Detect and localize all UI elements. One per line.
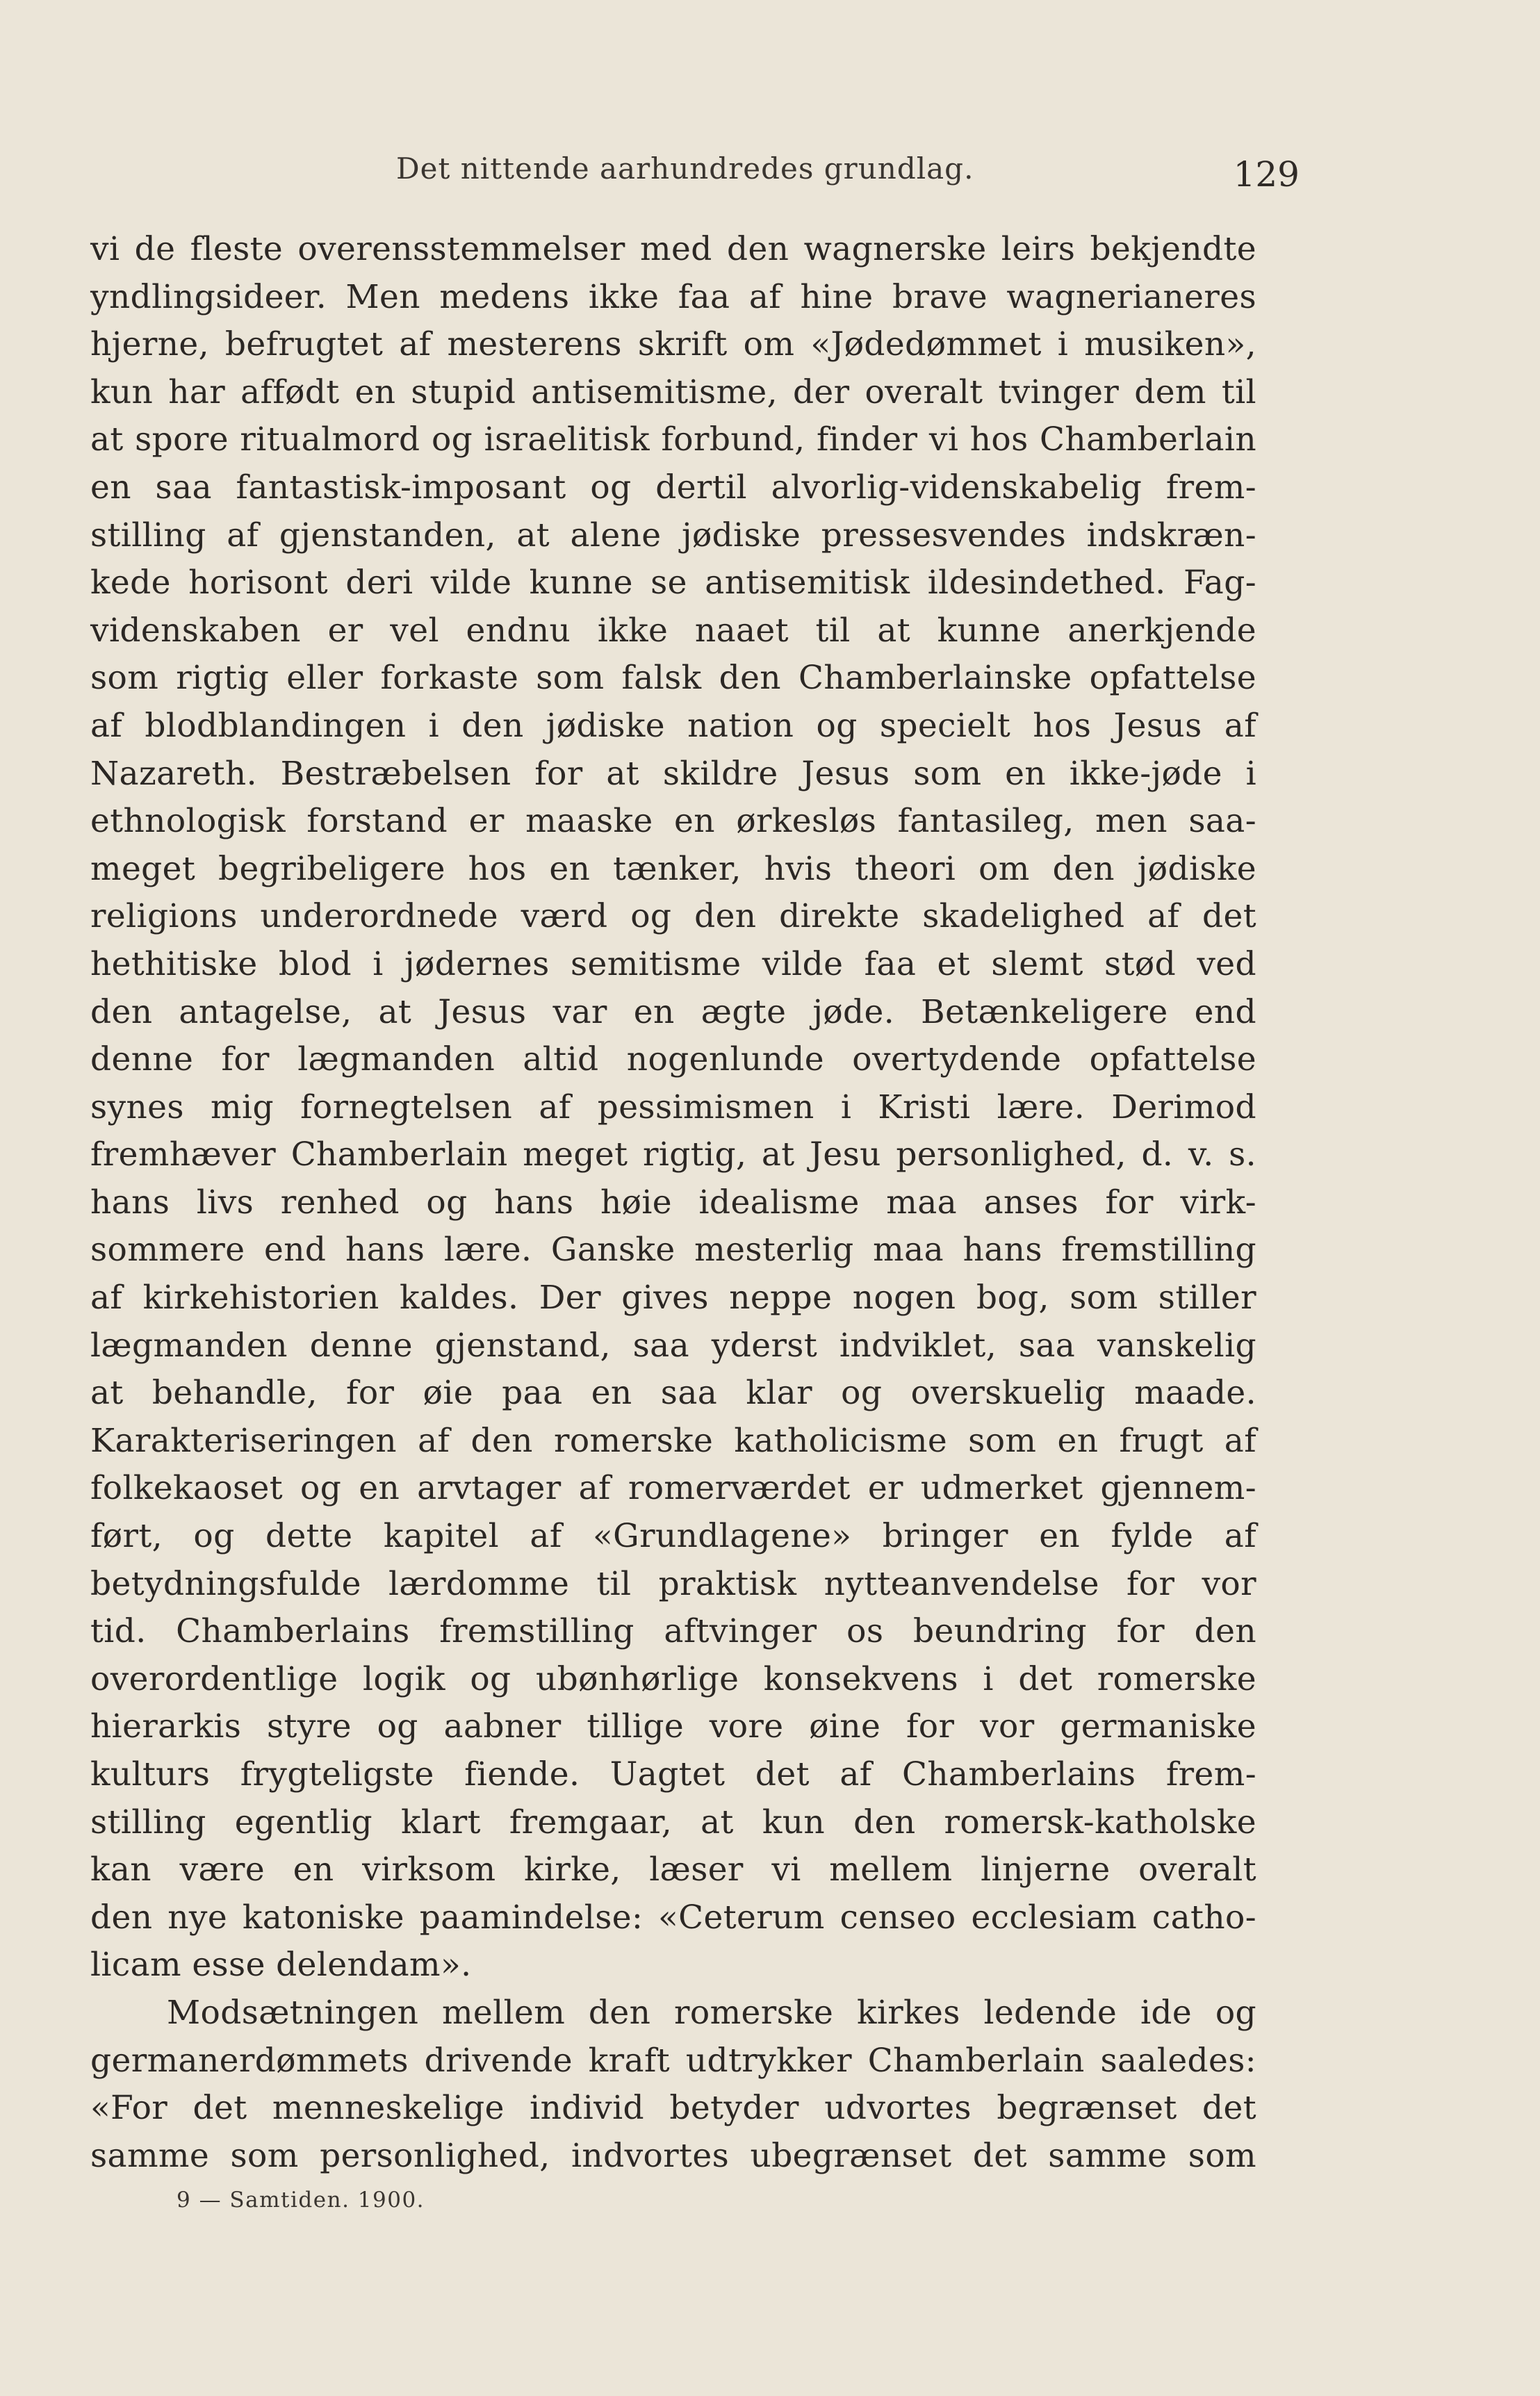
text-line: den nye katoniske paamindelse: «Ceterum censeo ecclesiam catho- xyxy=(90,1898,1256,1937)
body-text xyxy=(90,226,1256,2180)
text-line: af kirkehistorien kaldes. Der gives neppe nogen bog, som stiller xyxy=(90,1279,1256,1318)
text-line: en saa fantastisk-imposant og dertil alvorlig-videnskabelig frem- xyxy=(90,468,1256,507)
text-line: vi de fleste overensstemmelser med den wagnerske leirs bekjendte xyxy=(90,230,1256,268)
printer-signature: 9 — Samtiden. 1900. xyxy=(177,2188,425,2213)
text-line: Nazareth. Bestræbelsen for at skildre Jesus som en ikke-jøde i xyxy=(90,754,1256,793)
running-header xyxy=(396,151,1300,193)
text-line: Karakteriseringen af den romerske katholicisme som en frugt af xyxy=(90,1421,1256,1460)
text-line: kede horisont deri vilde kunne se antisemitisk ildesindethed. Fag- xyxy=(90,564,1256,602)
text-line: den antagelse, at Jesus var en ægte jøde. Betænkeligere end xyxy=(90,992,1256,1031)
text-line: denne for lægmanden altid nogenlunde overtydende opfattelse xyxy=(90,1040,1256,1079)
text-line: religions underordnede værd og den direkte skadelighed af det xyxy=(90,897,1256,936)
text-line: «For det menneskelige individ betyder udvortes begrænset det xyxy=(90,2089,1256,2128)
text-line: at behandle, for øie paa en saa klar og overskuelig maade. xyxy=(90,1374,1256,1413)
paragraph xyxy=(90,1989,1256,2180)
text-line: overordentlige logik og ubønhørlige konsekvens i det romerske xyxy=(90,1659,1256,1698)
text-line: at spore ritualmord og israelitisk forbund, finder vi hos Chamberlain xyxy=(90,420,1256,459)
text-line: hans livs renhed og hans høie idealisme maa anses for virk- xyxy=(90,1183,1256,1222)
text-line: hjerne, befrugtet af mesterens skrift om «Jødedømmet i musiken», xyxy=(90,325,1256,364)
text-line: tid. Chamberlains fremstilling aftvinger os beundring for den xyxy=(90,1612,1256,1651)
text-line: betydningsfulde lærdomme til praktisk nytteanvendelse for vor xyxy=(90,1564,1256,1603)
text-line: lægmanden denne gjenstand, saa yderst indviklet, saa vanskelig xyxy=(90,1326,1256,1365)
page-number: 129 xyxy=(1233,154,1300,195)
running-title: Det nittende aarhundredes grundlag. xyxy=(396,151,974,186)
text-line: folkekaoset og en arvtager af romerværdet er udmerket gjennem- xyxy=(90,1469,1256,1508)
text-line: fremhæver Chamberlain meget rigtig, at Jesu personlighed, d. v. s. xyxy=(90,1135,1256,1174)
text-line: Modsætningen mellem den romerske kirkes ledende ide og xyxy=(167,1993,1256,2032)
text-line: kun har affødt en stupid antisemitisme, der overalt tvinger dem til xyxy=(90,372,1256,411)
text-line: ført, og dette kapitel af «Grundlagene» bringer en fylde af xyxy=(90,1517,1256,1556)
text-line: kan være en virksom kirke, læser vi mellem linjerne overalt xyxy=(90,1851,1256,1889)
text-line: kulturs frygteligste fiende. Uagtet det af Chamberlains frem- xyxy=(90,1755,1256,1794)
paragraph xyxy=(90,226,1256,1989)
text-line: germanerdømmets drivende kraft udtrykker Chamberlain saaledes: xyxy=(90,2041,1256,2080)
text-line: sommere end hans lære. Ganske mesterlig maa hans fremstilling xyxy=(90,1231,1256,1270)
text-line: som rigtig eller forkaste som falsk den Chamberlainske opfattelse xyxy=(90,659,1256,698)
text-line: licam esse delendam». xyxy=(90,1946,472,1985)
text-line: stilling egentlig klart fremgaar, at kun den romersk-katholske xyxy=(90,1803,1256,1841)
text-line: videnskaben er vel endnu ikke naaet til at kunne anerkjende xyxy=(90,611,1256,650)
text-line: stilling af gjenstanden, at alene jødiske pressesvendes indskræn- xyxy=(90,516,1256,555)
text-line: samme som personlighed, indvortes ubegrænset det samme som xyxy=(90,2136,1256,2175)
text-line: hierarkis styre og aabner tillige vore øine for vor germaniske xyxy=(90,1707,1256,1746)
text-line: af blodblandingen i den jødiske nation og specielt hos Jesus af xyxy=(90,706,1256,745)
text-line: meget begribeligere hos en tænker, hvis theori om den jødiske xyxy=(90,849,1256,888)
text-line: yndlingsideer. Men medens ikke faa af hine brave wagnerianeres xyxy=(90,277,1256,316)
text-line: hethitiske blod i jødernes semitisme vilde faa et slemt stød ved xyxy=(90,944,1256,983)
text-line: ethnologisk forstand er maaske en ørkesløs fantasileg, men saa- xyxy=(90,802,1256,841)
text-line: synes mig fornegtelsen af pessimismen i Kristi lære. Derimod xyxy=(90,1088,1256,1126)
